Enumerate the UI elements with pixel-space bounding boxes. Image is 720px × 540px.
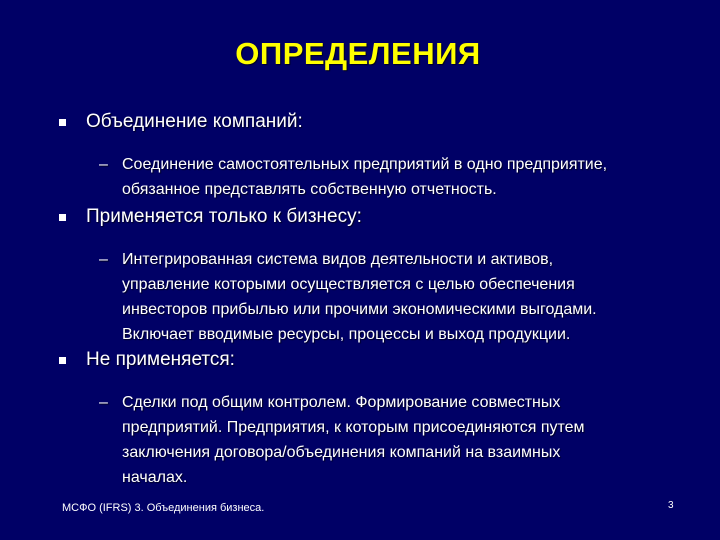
- sub-bullet-line: Сделки под общим контролем. Формирование совместных: [122, 394, 561, 411]
- bullet-text: Объединение компаний:: [86, 111, 303, 132]
- sub-bullet: [0, 152, 720, 202]
- sub-bullet-line: обязанное представлять собственную отчетность.: [122, 181, 497, 198]
- sub-bullet-line: началах.: [122, 469, 188, 486]
- dash-marker: –: [99, 156, 108, 173]
- bullet-item: [0, 110, 720, 134]
- sub-bullet-line: заключения договора/объединения компаний на взаимных: [122, 444, 561, 461]
- sub-bullet-line: предприятий. Предприятия, к которым присоединяются путем: [122, 419, 585, 436]
- sub-bullet: [0, 247, 720, 347]
- dash-marker: –: [99, 394, 108, 411]
- bullet-block-3: [0, 348, 720, 490]
- sub-bullet-line: управление которыми осуществляется с целью обеспечения: [122, 276, 575, 293]
- slide-footer: МСФО (IFRS) 3. Объединения бизнеса.: [62, 502, 265, 514]
- bullet-text: Не применяется:: [86, 349, 235, 370]
- sub-bullet-line: Интегрированная система видов деятельности и активов,: [122, 251, 554, 268]
- bullet-block-2: [0, 205, 720, 347]
- sub-bullet-line: Включает вводимые ресурсы, процессы и выход продукции.: [122, 326, 571, 343]
- slide-title: ОПРЕДЕЛЕНИЯ: [235, 36, 481, 71]
- sub-bullet-line: Соединение самостоятельных предприятий в одно предприятие,: [122, 156, 608, 173]
- bullet-block-1: [0, 110, 720, 202]
- bullet-item: [0, 205, 720, 229]
- square-bullet-icon: [59, 357, 66, 364]
- bullet-item: [0, 348, 720, 372]
- sub-bullet: [0, 390, 720, 490]
- square-bullet-icon: [59, 214, 66, 221]
- bullet-text: Применяется только к бизнесу:: [86, 206, 362, 227]
- dash-marker: –: [99, 251, 108, 268]
- square-bullet-icon: [59, 119, 66, 126]
- page-number: 3: [668, 500, 674, 511]
- sub-bullet-line: инвесторов прибылью или прочими экономическими выгодами.: [122, 301, 597, 318]
